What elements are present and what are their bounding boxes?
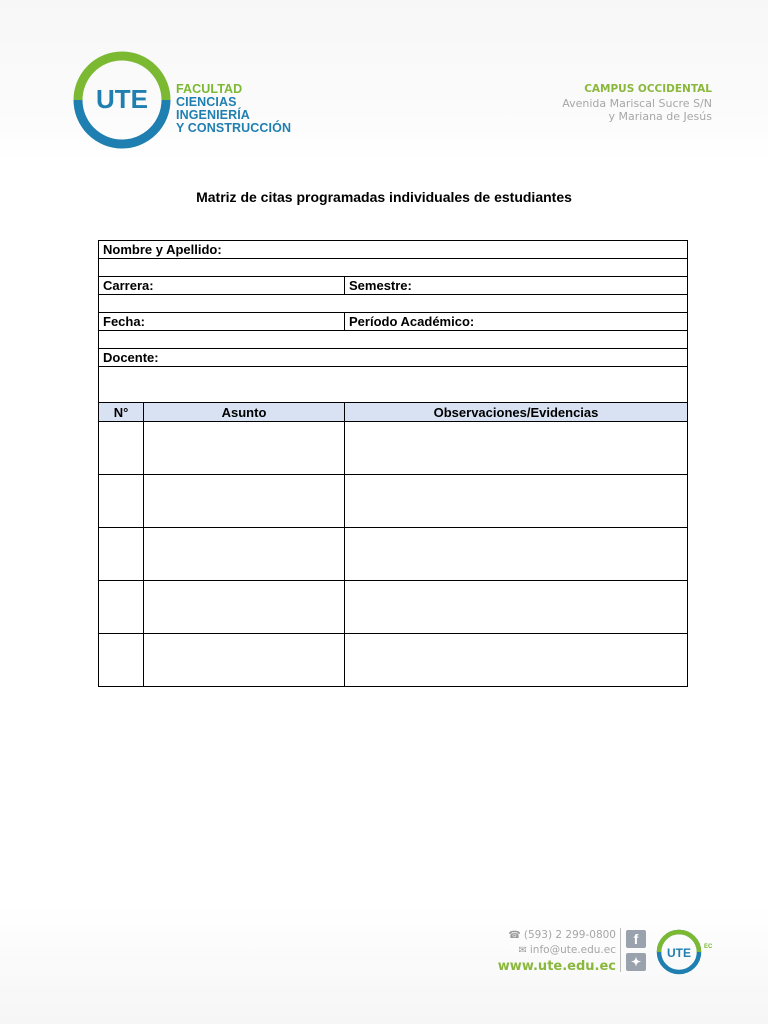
row-observations-cell[interactable] — [345, 475, 688, 528]
campus-address-2: y Mariana de Jesús — [608, 110, 712, 123]
row-observations-cell[interactable] — [345, 528, 688, 581]
name-label: Nombre y Apellido: — [99, 241, 688, 259]
email-line[interactable] — [494, 943, 616, 958]
faculty-line-2: CIENCIAS — [176, 95, 237, 109]
row-subject-cell[interactable] — [144, 422, 345, 475]
faculty-line-3: INGENIERÍA — [176, 108, 250, 122]
column-header-number: N° — [99, 403, 144, 422]
column-header-subject: Asunto — [144, 403, 345, 422]
row-subject-cell[interactable] — [144, 528, 345, 581]
row-number-cell[interactable] — [99, 581, 144, 634]
row-number-cell[interactable] — [99, 422, 144, 475]
table-row — [99, 528, 688, 581]
date-period-field[interactable] — [99, 331, 688, 349]
period-label: Período Académico: — [345, 313, 688, 331]
date-label: Fecha: — [99, 313, 345, 331]
mail-icon: ✉ — [518, 945, 527, 956]
contact-info — [494, 928, 616, 976]
name-field[interactable] — [99, 259, 688, 277]
teacher-label: Docente: — [99, 349, 688, 367]
phone-icon: ☎ — [508, 930, 521, 941]
document-title: Matriz de citas programadas individuales de estudiantes — [196, 189, 572, 205]
row-number-cell[interactable] — [99, 475, 144, 528]
faculty-name — [176, 83, 291, 135]
phone-line — [494, 928, 616, 943]
row-observations-cell[interactable] — [345, 634, 688, 687]
row-observations-cell[interactable] — [345, 581, 688, 634]
row-subject-cell[interactable] — [144, 475, 345, 528]
footer-logo-text: UTE — [667, 946, 691, 960]
phone-number: (593) 2 299-0800 — [523, 929, 616, 941]
footer-logo-suffix: EC — [704, 944, 713, 950]
campus-address-1: Avenida Mariscal Sucre S/N — [562, 96, 712, 110]
email-address[interactable]: info@ute.edu.ec — [529, 944, 616, 956]
faculty-line-4: Y CONSTRUCCIÓN — [176, 121, 292, 135]
table-row — [99, 475, 688, 528]
row-observations-cell[interactable] — [345, 422, 688, 475]
row-subject-cell[interactable] — [144, 581, 345, 634]
career-label: Carrera: — [99, 277, 345, 295]
twitter-icon[interactable]: ✦ — [626, 953, 646, 971]
semester-label: Semestre: — [345, 277, 688, 295]
logo-text: UTE — [96, 84, 148, 114]
website-link[interactable]: www.ute.edu.ec — [497, 959, 616, 974]
footer-divider — [620, 928, 621, 972]
ute-logo — [72, 50, 172, 150]
faculty-line-1: FACULTAD — [176, 82, 243, 96]
facebook-icon[interactable]: f — [626, 930, 646, 948]
appointments-form — [98, 240, 688, 687]
footer-band — [0, 905, 768, 1024]
table-row — [99, 581, 688, 634]
table-row — [99, 422, 688, 475]
row-subject-cell[interactable] — [144, 634, 345, 687]
column-header-observations: Observaciones/Evidencias — [345, 403, 688, 422]
campus-title: CAMPUS OCCIDENTAL — [584, 83, 712, 95]
ute-footer-logo — [655, 928, 703, 976]
career-semester-field[interactable] — [99, 295, 688, 313]
row-number-cell[interactable] — [99, 634, 144, 687]
teacher-field[interactable] — [99, 367, 688, 403]
campus-info — [562, 83, 712, 124]
table-row — [99, 634, 688, 687]
row-number-cell[interactable] — [99, 528, 144, 581]
